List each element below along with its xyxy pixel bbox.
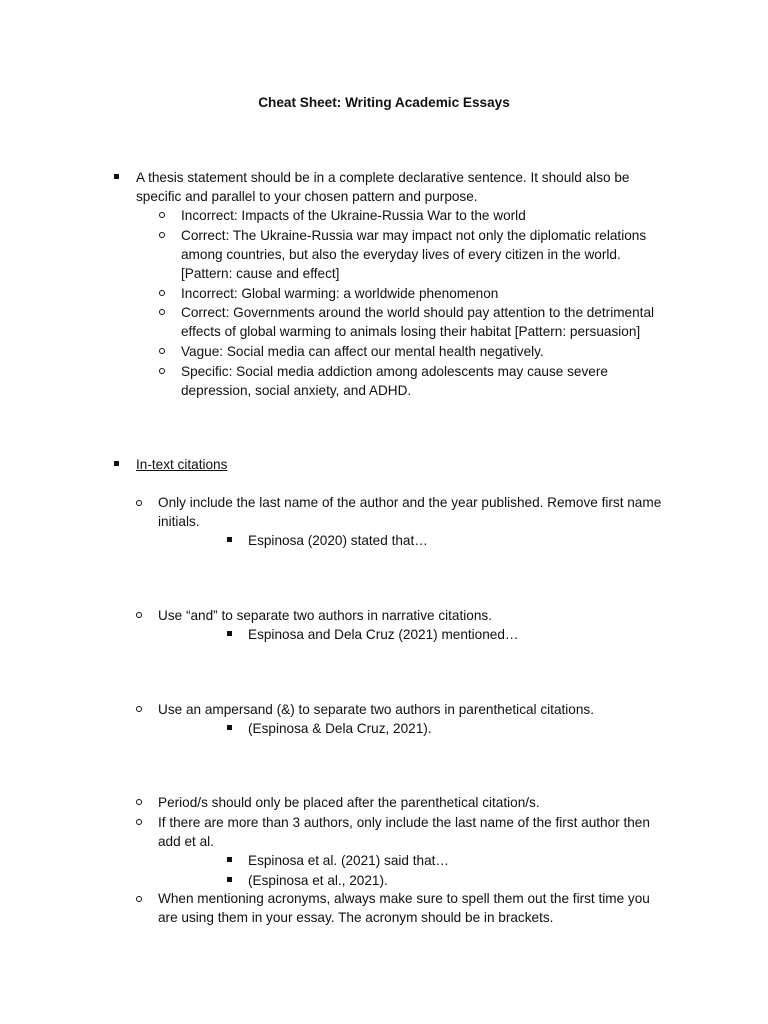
thesis-example-line: Correct: The Ukraine-Russia war may impact not only the diplomatic relations: [181, 228, 647, 243]
thesis-example-line: [Pattern: cause and effect]: [181, 266, 340, 281]
bullet-square-icon: [114, 461, 119, 466]
citation-rule-line: If there are more than 3 authors, only include the last name of the first author then: [158, 815, 650, 830]
citation-rule-line: Only include the last name of the author and the year published. Remove first name: [158, 495, 662, 510]
citation-example-line: (Espinosa & Dela Cruz, 2021).: [248, 721, 432, 736]
thesis-example-line: Incorrect: Global warming: a worldwide phenomenon: [181, 286, 499, 301]
citation-rule-line: When mentioning acronyms, always make sure to spell them out the first time you: [158, 891, 650, 906]
thesis-example-line: Incorrect: Impacts of the Ukraine-Russia War to the world: [181, 208, 526, 223]
citation-example-line: (Espinosa et al., 2021).: [248, 873, 388, 888]
bullet-circle-icon: [159, 368, 165, 374]
bullet-circle-icon: [159, 212, 165, 218]
bullet-square-icon: [227, 631, 232, 636]
bullet-circle-icon: [136, 819, 142, 825]
thesis-text-line-1: A thesis statement should be in a complete declarative sentence. It should also be: [136, 170, 630, 185]
bullet-circle-icon: [159, 290, 165, 296]
bullet-square-icon: [227, 537, 232, 542]
thesis-example-line: among countries, but also the everyday lives of every citizen in the world.: [181, 247, 621, 262]
citation-rule-line: initials.: [158, 514, 200, 529]
citation-rule-line: Use an ampersand (&) to separate two authors in parenthetical citations.: [158, 702, 594, 717]
thesis-example-line: Specific: Social media addiction among adolescents may cause severe: [181, 364, 608, 379]
bullet-square-icon: [227, 725, 232, 730]
bullet-square-icon: [114, 174, 119, 179]
thesis-example-line: Vague: Social media can affect our mental health negatively.: [181, 344, 544, 359]
thesis-example-line: effects of global warming to animals losing their habitat [Pattern: persuasion]: [181, 324, 641, 339]
bullet-circle-icon: [136, 799, 142, 805]
bullet-square-icon: [227, 877, 232, 882]
bullet-circle-icon: [136, 500, 142, 506]
citation-rule-line: Period/s should only be placed after the parenthetical citation/s.: [158, 795, 540, 810]
bullet-circle-icon: [159, 348, 165, 354]
thesis-example-line: Correct: Governments around the world should pay attention to the detrimental: [181, 305, 655, 320]
thesis-text-line-2: specific and parallel to your chosen pattern and purpose.: [136, 189, 478, 204]
thesis-example-line: depression, social anxiety, and ADHD.: [181, 383, 412, 398]
bullet-circle-icon: [159, 309, 165, 315]
bullet-circle-icon: [136, 706, 142, 712]
section-heading-in-text-citations: In-text citations: [136, 457, 228, 472]
citation-example-line: Espinosa and Dela Cruz (2021) mentioned…: [248, 627, 519, 642]
bullet-circle-icon: [136, 896, 142, 902]
page-title: Cheat Sheet: Writing Academic Essays: [258, 95, 510, 110]
bullet-square-icon: [227, 857, 232, 862]
citation-rule-line: are using them in your essay. The acronym should be in brackets.: [158, 910, 554, 925]
bullet-circle-icon: [159, 232, 165, 238]
bullet-circle-icon: [136, 612, 142, 618]
citation-example-line: Espinosa (2020) stated that…: [248, 533, 428, 548]
citation-example-line: Espinosa et al. (2021) said that…: [248, 853, 449, 868]
citation-rule-line: add et al.: [158, 834, 214, 849]
citation-rule-line: Use “and” to separate two authors in narrative citations.: [158, 608, 492, 623]
